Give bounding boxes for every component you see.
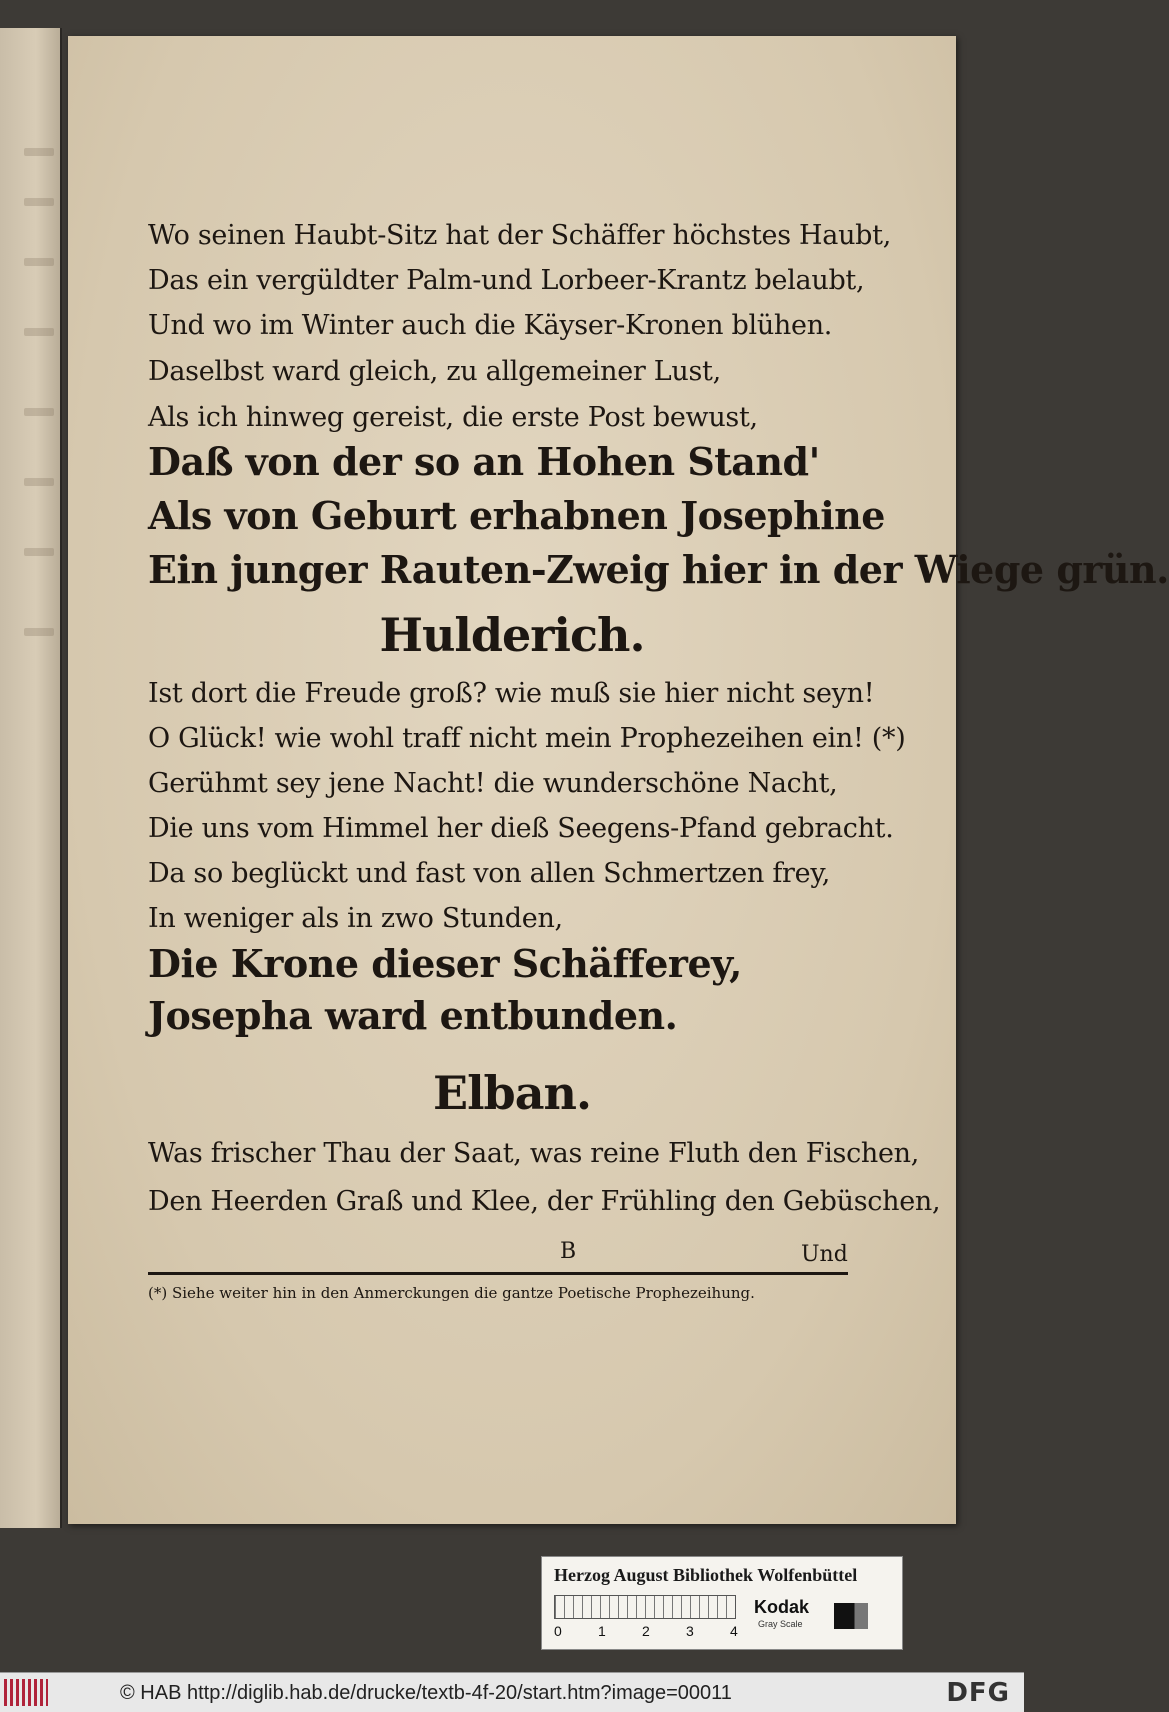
poem-line: Da so beglückt und fast von allen Schmertzen frey, xyxy=(148,858,830,889)
poem-line: Daselbst ward gleich, zu allgemeiner Lust, xyxy=(148,356,721,387)
ruler-scale xyxy=(554,1595,736,1619)
speaker-heading: Elban. xyxy=(433,1066,591,1120)
speaker-heading: Hulderich. xyxy=(379,608,645,662)
copyright-link[interactable]: © HAB http://diglib.hab.de/drucke/textb-4f-20/start.htm?image=00011 xyxy=(120,1682,732,1704)
viewer-footer xyxy=(0,1672,1024,1712)
footnote: (*) Siehe weiter hin in den Anmerckungen die gantze Poetische Prophezeihung. xyxy=(148,1284,755,1302)
kodak-subtitle: Gray Scale xyxy=(758,1619,803,1629)
poem-line: Den Heerden Graß und Klee, der Frühling den Gebüschen, xyxy=(148,1186,941,1217)
poem-line: Ein junger Rauten-Zweig hier in der Wiege grün. xyxy=(148,547,1169,592)
poem-line: Ist dort die Freude groß? wie muß sie hier nicht seyn! xyxy=(148,678,875,709)
poem-line: Wo seinen Haubt-Sitz hat der Schäffer höchstes Haubt, xyxy=(148,220,892,251)
poem-line: Als von Geburt erhabnen Josephine xyxy=(148,493,885,538)
hab-barcode-icon xyxy=(4,1679,48,1706)
poem-line: Das ein vergüldter Palm-und Lorbeer-Krantz belaubt, xyxy=(148,265,865,296)
footnote-rule xyxy=(148,1272,848,1275)
poem-line: Josepha ward entbunden. xyxy=(148,993,678,1038)
library-name: Herzog August Bibliothek Wolfenbüttel xyxy=(554,1565,858,1585)
poem-line: Daß von der so an Hohen Stand' xyxy=(148,439,820,484)
poem-line: Und wo im Winter auch die Käyser-Kronen blühen. xyxy=(148,310,833,341)
poem-line: Was frischer Thau der Saat, was reine Fluth den Fischen, xyxy=(148,1138,920,1169)
poem-line: O Glück! wie wohl traff nicht mein Prophezeihen ein! (*) xyxy=(148,723,906,754)
poem-line: Als ich hinweg gereist, die erste Post bewust, xyxy=(148,402,758,433)
poem-line: Die uns vom Himmel her dieß Seegens-Pfand gebracht. xyxy=(148,813,894,844)
poem-line: In weniger als in zwo Stunden, xyxy=(148,903,563,934)
previous-page-edge xyxy=(0,28,62,1528)
poem-line: Gerühmt sey jene Nacht! die wunderschöne Nacht, xyxy=(148,768,838,799)
color-calibration-card: Herzog August Bibliothek Wolfenbüttel 0 1 2 3 4 Kodak Gray Scale xyxy=(541,1556,903,1650)
gray-scale-patch xyxy=(834,1603,868,1629)
dfg-logo: DFG xyxy=(946,1678,1010,1708)
book-page xyxy=(68,36,1169,1524)
page-text xyxy=(68,36,1169,1524)
catchword: Und xyxy=(801,1242,848,1267)
poem-line: Die Krone dieser Schäfferey, xyxy=(148,941,742,986)
kodak-brand: Kodak xyxy=(754,1597,810,1617)
signature-mark: B xyxy=(560,1239,577,1264)
